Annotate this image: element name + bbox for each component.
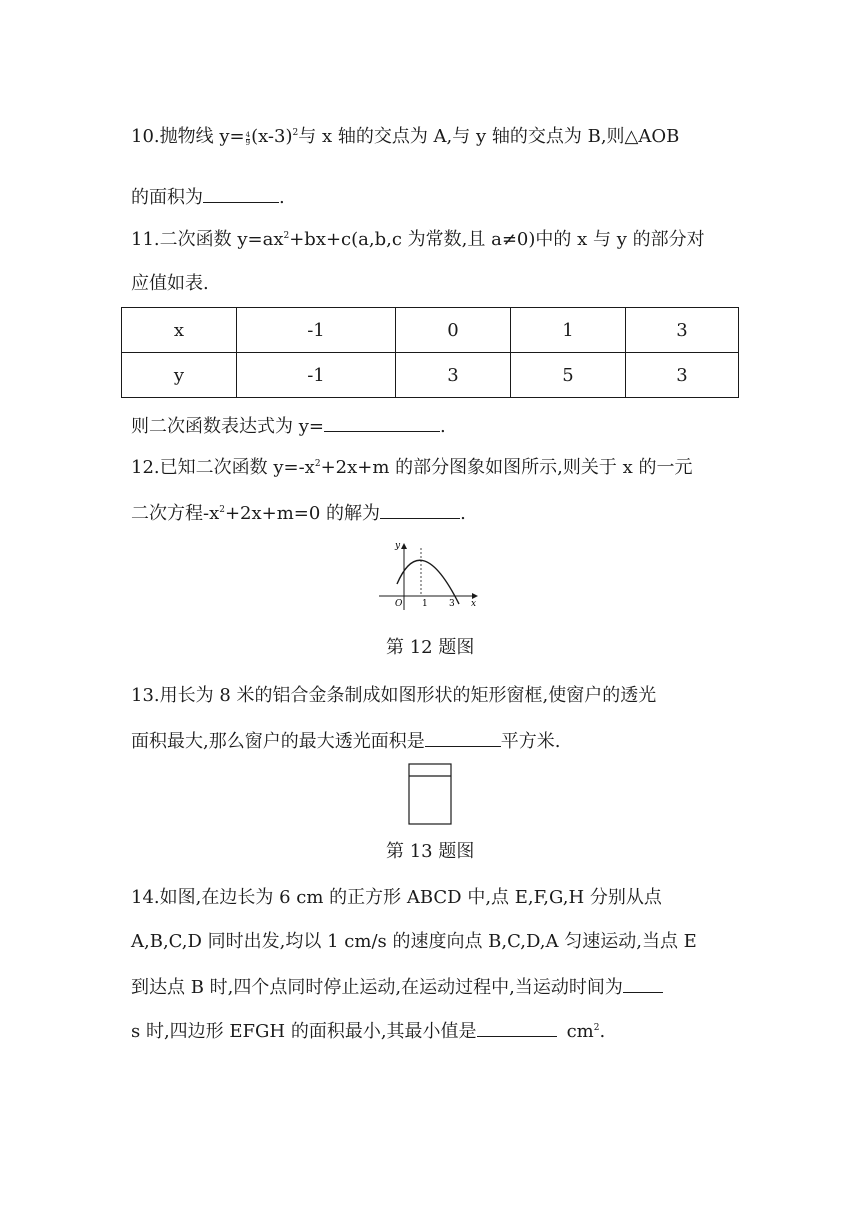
tick-label-1: 1 [422, 599, 428, 609]
q14-text-line2: A,B,C,D 同时出发,均以 1 cm/s 的速度向点 B,C,D,A 匀速运动,当点 E [131, 931, 697, 952]
parabola-figure [375, 538, 485, 614]
q10-text-c: 与 x 轴的交点为 A,与 y 轴的交点为 B,则△AOB [298, 126, 680, 147]
q11-line1 [131, 228, 705, 252]
table-cell: -1 [237, 353, 396, 398]
q14-time-blank[interactable] [623, 974, 663, 993]
table-cell: x [122, 308, 237, 353]
q13-text-b: 平方米. [500, 731, 561, 752]
q12-exponent: 2 [314, 459, 321, 469]
q12-text-d: +2x+m=0 的解为 [224, 503, 381, 524]
q10-line2-end: . [279, 187, 285, 208]
value-table [121, 307, 739, 398]
q12-line1 [131, 456, 692, 480]
table-cell: y [122, 353, 237, 398]
q11-exponent: 2 [283, 231, 290, 241]
tick-label-3: 3 [449, 599, 455, 609]
q13-line2 [131, 728, 560, 754]
q10-text-a: 10.抛物线 y= [131, 126, 245, 147]
table-cell: 3 [626, 308, 739, 353]
origin-label: O [395, 599, 403, 609]
table-cell: -1 [237, 308, 396, 353]
window-frame-outline [409, 764, 451, 824]
q14-area-blank[interactable] [477, 1018, 557, 1037]
q11-text-a: 11.二次函数 y=ax [131, 229, 284, 250]
q12-caption: 第 12 题图 [386, 637, 475, 658]
q14-unit: cm [566, 1021, 594, 1042]
q14-line4-end: . [599, 1021, 606, 1042]
q13-answer-blank[interactable] [425, 728, 501, 747]
q11-text-b: +bx+c(a,b,c 为常数,且 a≠0)中的 x 与 y 的部分对 [289, 229, 705, 250]
q11-line2 [131, 272, 209, 296]
q12-exponent-2: 2 [219, 505, 225, 515]
q11-answer-blank[interactable] [324, 413, 440, 432]
q10-line1 [131, 125, 679, 149]
q13-text-line1: 13.用长为 8 米的铝合金条制成如图形状的矩形窗框,使窗户的透光 [131, 685, 657, 706]
table-cell: 5 [511, 353, 626, 398]
q10-text-b: (x-3) [251, 126, 293, 147]
table-row [122, 308, 739, 353]
q10-exponent: 2 [292, 128, 299, 138]
y-axis-label: y [395, 541, 401, 551]
q10-line2 [131, 184, 285, 210]
q11-answer-text: 则二次函数表达式为 y= [131, 416, 324, 437]
q10-frac-denominator: 9 [245, 139, 251, 147]
q14-text-line3: 到达点 B 时,四个点同时停止运动,在运动过程中,当运动时间为 [131, 977, 623, 998]
q10-frac-numerator: 4 [245, 131, 251, 139]
table-cell: 3 [626, 353, 739, 398]
q11-answer-line [131, 413, 446, 439]
window-frame-figure [408, 763, 452, 825]
x-axis-label: x [471, 599, 477, 609]
q12-text-b: +2x+m 的部分图象如图所示,则关于 x 的一元 [320, 457, 693, 478]
table-row [122, 353, 739, 398]
q12-text-c: 二次方程-x [131, 503, 220, 524]
q12-line2-end: . [460, 503, 466, 524]
table-cell: 0 [396, 308, 511, 353]
parabola-curve [397, 560, 459, 604]
q14-line1 [131, 886, 662, 910]
q12-text-a: 12.已知二次函数 y=-x [131, 457, 315, 478]
q14-text-line1: 14.如图,在边长为 6 cm 的正方形 ABCD 中,点 E,F,G,H 分别从点 [131, 887, 662, 908]
q12-line2 [131, 500, 466, 526]
q14-unit-exponent: 2 [593, 1023, 600, 1033]
q13-line1 [131, 684, 656, 708]
table-cell: 1 [511, 308, 626, 353]
q14-line2 [131, 930, 697, 954]
q11-text-line2: 应值如表. [131, 273, 209, 294]
q14-line4 [131, 1018, 605, 1044]
q14-text-a: s 时,四边形 EFGH 的面积最小,其最小值是 [131, 1021, 477, 1042]
q13-caption: 第 13 题图 [386, 841, 475, 862]
q12-answer-blank[interactable] [380, 500, 460, 519]
q10-text-line2: 的面积为 [131, 187, 203, 208]
table-cell: 3 [396, 353, 511, 398]
q10-fraction [246, 132, 250, 147]
q11-answer-end: . [439, 416, 446, 437]
q14-line3 [131, 974, 663, 1000]
q10-answer-blank[interactable] [203, 184, 279, 203]
q13-text-a: 面积最大,那么窗户的最大透光面积是 [131, 731, 425, 752]
